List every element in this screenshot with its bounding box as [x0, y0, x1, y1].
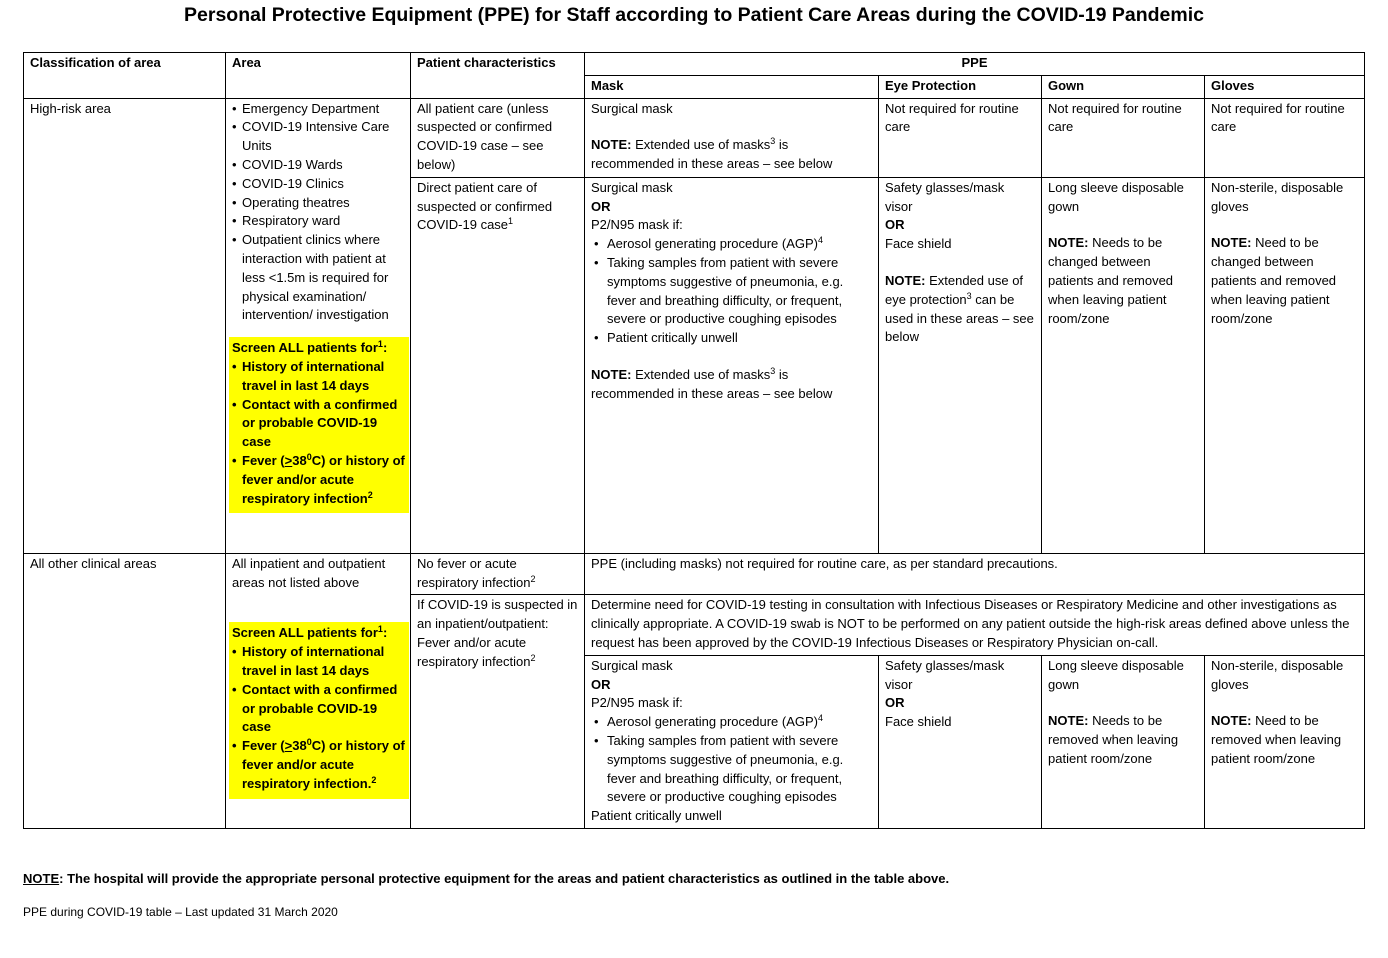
list-item: • Aerosol generating procedure (AGP)$^4$: [591, 713, 872, 732]
screening-title: Screen ALL patients for$^1$:: [232, 624, 388, 641]
list-item: • Aerosol generating procedure (AGP)$^4$: [591, 235, 872, 254]
other-classification: All other clinical areas: [24, 553, 226, 828]
list-item: • Taking samples from patient with severe symptoms suggestive of pneumonia, e.g. fever and breathing difficulty, or frequent, severe or productive coughing episodes: [591, 732, 872, 807]
other-patient-1: No fever or acute respiratory infection$^2$: [411, 553, 585, 595]
other-eye: Safety glasses/mask visor OR Face shield: [879, 655, 1042, 828]
page-title: Personal Protective Equipment (PPE) for Staff according to Patient Care Areas during the COVID-19 Pandemic: [184, 4, 1204, 26]
other-mask: Surgical mask OR P2/N95 mask if: • Aerosol generating procedure (AGP)$^4$ • Taking samples from patient with severe symptoms suggestive of pneumonia, e.g. fever and breathing difficulty, or frequent, severe or productive coughing episodes Patient critically unwell: [585, 655, 879, 828]
high-risk-gloves-2: Non-sterile, disposable gloves NOTE: Need to be changed between patients and removed when leaving patient room/zone: [1205, 177, 1365, 553]
screening-item-fever: • Fever $(>38^0C)$ or history of fever and/or acute respiratory infection.$^2$: [232, 737, 406, 793]
list-item: • COVID-19 Intensive Care Units: [232, 118, 404, 156]
other-testing: Determine need for COVID-19 testing in consultation with Infectious Diseases or Respiratory Medicine and other investigations as clinically appropriate. A COVID-19 swab is NOT to be performed on any patient outside the high-risk areas defined above unless the request has been approved by the COVID-19 Infectious Diseases or Respiratory Physician on-call.: [585, 595, 1365, 655]
other-gloves: Non-sterile, disposable gloves NOTE: Need to be removed when leaving patient room/zone: [1205, 655, 1365, 828]
list-item: • Respiratory ward: [232, 212, 404, 231]
other-ppe-1: PPE (including masks) not required for routine care, as per standard precautions.: [585, 553, 1365, 595]
high-risk-mask-2: Surgical mask OR P2/N95 mask if: • Aerosol generating procedure (AGP)$^4$ • Taking samples from patient with severe symptoms suggestive of pneumonia, e.g. fever and breathing difficulty, or frequent, severe or productive coughing episodes • Patient critically unwell NOTE: Extended use of masks$^3$ is recommended in these areas – see below: [585, 177, 879, 553]
high-risk-gown-1: Not required for routine care: [1042, 98, 1205, 177]
footer-meta: PPE during COVID-19 table – Last updated 31 March 2020: [23, 905, 338, 919]
screening-box-high-risk: [229, 337, 409, 513]
high-risk-area-cell: [226, 98, 411, 553]
high-risk-gown-2: Long sleeve disposable gown NOTE: Needs to be changed between patients and removed when leaving patient room/zone: [1042, 177, 1205, 553]
other-patient-2: If COVID-19 is suspected in an inpatient/outpatient: Fever and/or acute respiratory infection$^2$: [411, 595, 585, 829]
header-gown: Gown: [1042, 75, 1205, 98]
footer-note: NOTE: The hospital will provide the appropriate personal protective equipment for the areas and patient characteristics as outlined in the table above.: [23, 871, 950, 886]
ppe-table: [23, 52, 1365, 829]
header-mask: Mask: [585, 75, 879, 98]
header-ppe: PPE: [585, 53, 1365, 76]
list-item: • Emergency Department: [232, 100, 404, 119]
list-item: • COVID-19 Wards: [232, 156, 404, 175]
screening-item-fever: • Fever $(>38^0C)$ or history of fever and/or acute respiratory infection$^2$: [232, 452, 406, 508]
high-risk-eye-1: Not required for routine care: [879, 98, 1042, 177]
high-risk-patient-1: All patient care (unless suspected or confirmed COVID-19 case – see below): [411, 98, 585, 177]
screening-item-contact: • Contact with a confirmed or probable COVID-19 case: [232, 396, 406, 452]
high-risk-mask-1: Surgical mask NOTE: Extended use of masks$^3$ is recommended in these areas – see below: [585, 98, 879, 177]
list-item: • Taking samples from patient with severe symptoms suggestive of pneumonia, e.g. fever and breathing difficulty, or frequent, severe or productive coughing episodes: [591, 254, 872, 329]
table-row: [24, 553, 1365, 595]
high-risk-classification: High-risk area: [24, 98, 226, 553]
header-area: Area: [226, 53, 411, 99]
table-row: [24, 98, 1365, 177]
list-item: • Operating theatres: [232, 194, 404, 213]
other-gown: Long sleeve disposable gown NOTE: Needs to be removed when leaving patient room/zone: [1042, 655, 1205, 828]
high-risk-eye-2: Safety glasses/mask visor OR Face shield NOTE: Extended use of eye protection$^3$ can be used in these areas – see below: [879, 177, 1042, 553]
high-risk-gloves-1: Not required for routine care: [1205, 98, 1365, 177]
high-risk-patient-2: Direct patient care of suspected or confirmed COVID-19 case$^1$: [411, 177, 585, 553]
list-item: • Patient critically unwell: [591, 329, 872, 348]
list-item: • COVID-19 Clinics: [232, 175, 404, 194]
screening-box-other: [229, 622, 409, 798]
screening-item-contact: • Contact with a confirmed or probable COVID-19 case: [232, 681, 406, 737]
screening-item-travel: • History of international travel in last 14 days: [232, 643, 406, 681]
list-item: • Outpatient clinics where interaction with patient at less <1.5m is required for physical examination/ intervention/ investigation: [232, 231, 404, 325]
header-classification: Classification of area: [24, 53, 226, 99]
screening-title: Screen ALL patients for$^1$:: [232, 339, 388, 356]
header-eye-protection: Eye Protection: [879, 75, 1042, 98]
header-row: [24, 53, 1365, 76]
header-gloves: Gloves: [1205, 75, 1365, 98]
high-risk-area-list: [232, 100, 404, 326]
screening-item-travel: • History of international travel in last 14 days: [232, 358, 406, 396]
other-area-cell: All inpatient and outpatient areas not listed above Screen ALL patients for$^1$: • History of international travel in last 14 days • Contact with a confirmed or probable COVID-19 case • Fever $(>38^0C)$ or history of fever and/or acute respiratory infection.$^2$: [226, 553, 411, 828]
header-patient-characteristics: Patient characteristics: [411, 53, 585, 99]
